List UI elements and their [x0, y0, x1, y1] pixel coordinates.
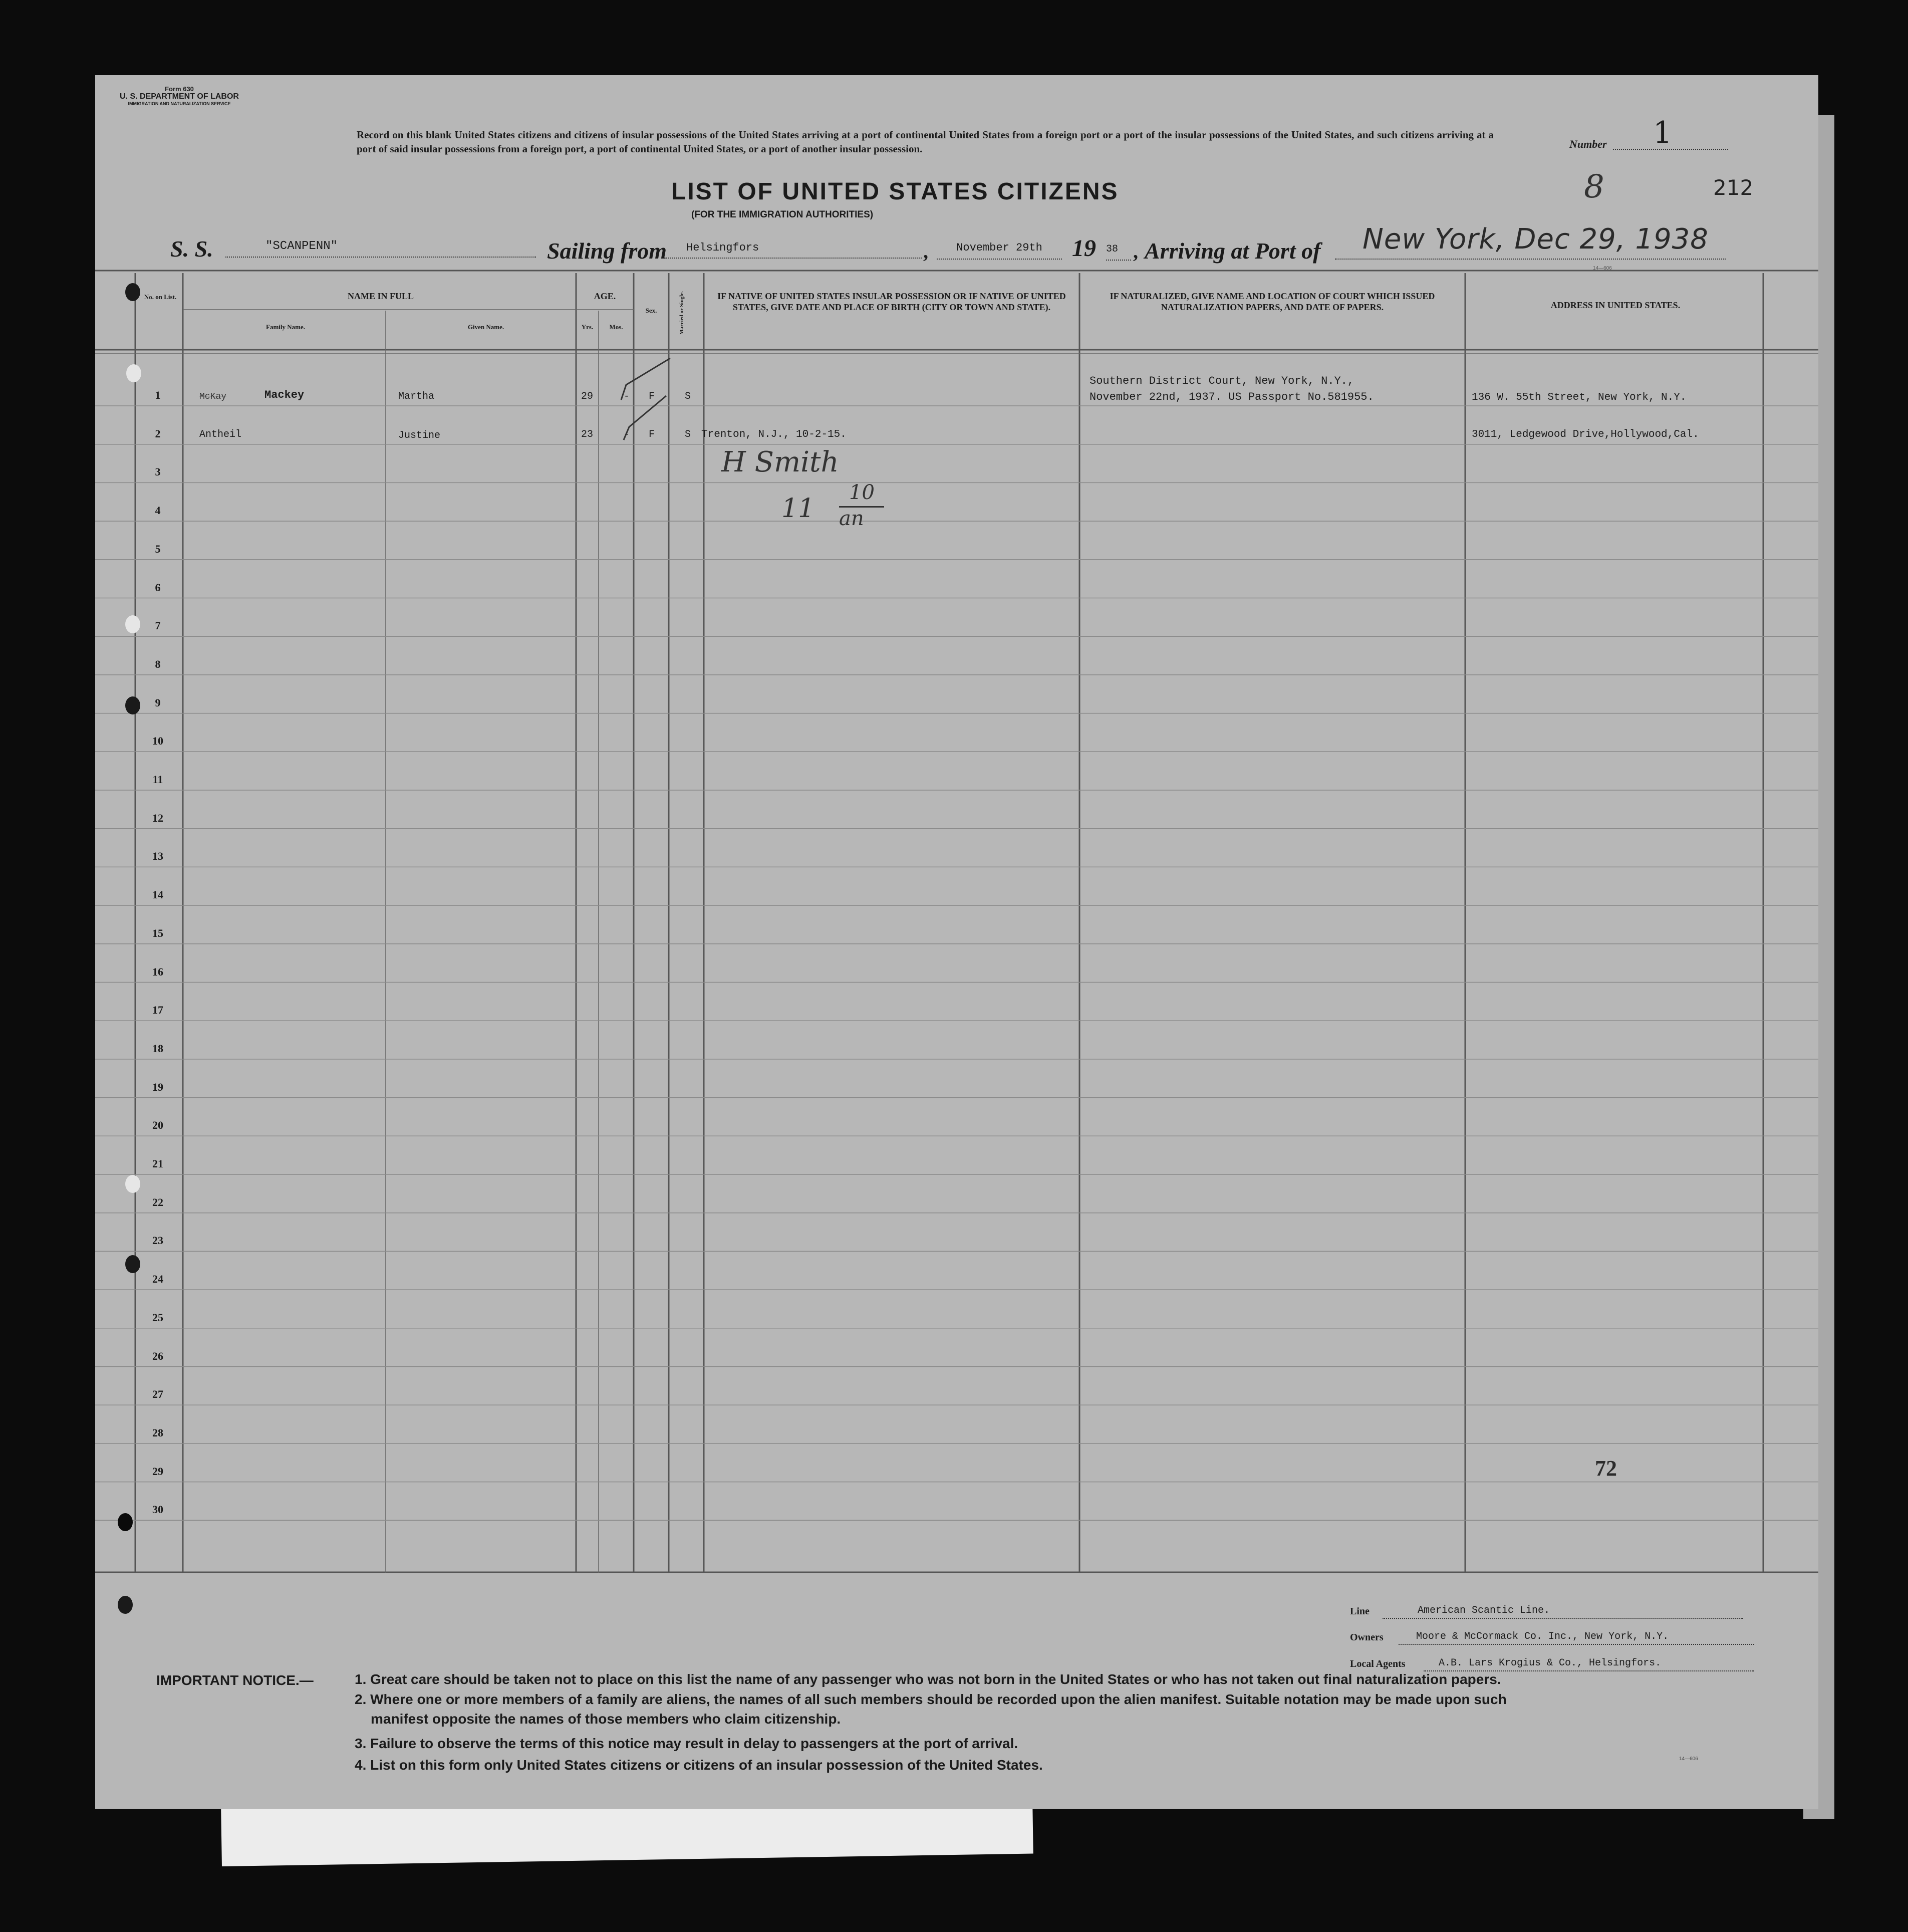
age-months: - — [624, 429, 630, 440]
col-mos-header: Mos. — [609, 323, 623, 331]
row-number: 12 — [152, 811, 163, 824]
owners-value: Moore & McCormack Co. Inc., New York, N.Y. — [1399, 1631, 1754, 1645]
row-number: 14 — [152, 888, 163, 901]
row-number: 2 — [155, 427, 161, 440]
agents-value: A.B. Lars Krogius & Co., Helsingfors. — [1424, 1657, 1754, 1671]
row-number: 29 — [152, 1465, 163, 1478]
col-family-header: Family Name. — [266, 323, 305, 331]
row-number: 5 — [155, 542, 161, 555]
line-value: American Scantic Line. — [1383, 1605, 1743, 1619]
row-number: 15 — [152, 926, 163, 939]
col-given-header: Given Name. — [467, 323, 504, 331]
notice-item-4: 4. List on this form only United States citizens or citizens of an insular possession of the United States. — [355, 1757, 1043, 1773]
sex: F — [649, 391, 655, 402]
handwritten-name: H Smith — [721, 446, 839, 478]
row-number: 13 — [152, 850, 163, 863]
row-number: 27 — [152, 1388, 163, 1401]
comma: , — [1133, 240, 1138, 263]
margin-mark: 8 — [1584, 168, 1604, 205]
family-name: Antheil — [199, 429, 242, 440]
col-yrs-header: Yrs. — [581, 323, 594, 331]
binder-hole — [125, 615, 140, 633]
notice-item-1: 1. Great care should be taken not to place on this list the name of any passenger who was not born in the United States or who has not taken out final naturalization papers. — [355, 1671, 1501, 1687]
year-prefix: 19 — [1072, 235, 1096, 262]
marital-status: S — [685, 429, 691, 440]
row-number: 24 — [152, 1273, 163, 1286]
row-number: 22 — [152, 1195, 163, 1209]
row-number: 18 — [152, 1042, 163, 1055]
handwritten-fraction-bottom: an — [839, 507, 864, 530]
page-subtitle: (FOR THE IMMIGRATION AUTHORITIES) — [691, 209, 874, 220]
sailing-from: Helsingfors — [666, 242, 922, 259]
instruction-text: Record on this blank United States citizens and citizens of insular possessions of the United States arriving at a port of continental United States from a foreign port or a port of the insular possessions of the United States, and such citizens arriving at a port of said insular possessions from a foreign port, a port of continental United States, or a port of another insular possession. — [357, 129, 1494, 155]
sex: F — [649, 429, 655, 440]
marital-status: S — [685, 391, 691, 402]
col-naturalized-header: IF NATURALIZED, GIVE NAME AND LOCATION OF COURT WHICH ISSUED NATURALIZATION PAPERS, AND DATE OF PAPERS. — [1110, 291, 1435, 312]
row-number: 28 — [152, 1426, 163, 1439]
row-number: 23 — [152, 1234, 163, 1247]
row-number: 19 — [152, 1080, 163, 1093]
sheet-number: 212 — [1713, 175, 1754, 200]
handwritten-number: 11 — [781, 494, 815, 524]
us-address: 3011, Ledgewood Drive,Hollywood,Cal. — [1472, 429, 1699, 440]
arriving-label: Arriving at Port of — [1145, 238, 1321, 264]
row-number: 6 — [155, 581, 161, 594]
age-years: 29 — [581, 391, 594, 402]
ss-label: S. S. — [170, 236, 213, 262]
comma: , — [923, 240, 928, 263]
department-name: U. S. DEPARTMENT OF LABOR — [120, 92, 239, 101]
row-number: 4 — [155, 504, 161, 517]
tick-mark-1 — [621, 358, 670, 400]
notice-heading: IMPORTANT NOTICE.— — [156, 1672, 314, 1688]
col-name-header: NAME IN FULL — [347, 291, 414, 301]
sailing-label: Sailing from — [547, 238, 667, 264]
row-number: 20 — [152, 1119, 163, 1132]
print-stamp: 14—606 — [1593, 266, 1612, 271]
row-number: 7 — [155, 619, 161, 632]
number-value: 1 — [1653, 115, 1673, 150]
ship-name: "SCANPENN" — [225, 239, 536, 258]
notice-item-2a: 2. Where one or more members of a family are aliens, the names of all such members should be recorded upon the alien manifest. Suitable notation may be made upon such — [355, 1692, 1507, 1707]
col-married-header: Married or Single. — [679, 291, 685, 335]
row-number: 3 — [155, 465, 161, 478]
owners-label: Owners — [1350, 1632, 1384, 1643]
binder-hole — [125, 1175, 140, 1193]
naturalization-date: November 22nd, 1937. US Passport No.581955. — [1089, 391, 1374, 403]
binder-hole — [118, 1596, 133, 1614]
row-number: 16 — [152, 965, 163, 978]
row-number: 1 — [155, 389, 161, 401]
row-number: 17 — [152, 1004, 163, 1017]
number-label: Number — [1569, 138, 1607, 150]
given-name: Justine — [398, 430, 441, 441]
row-number: 21 — [152, 1157, 163, 1170]
binder-hole — [126, 364, 141, 382]
page-note: 72 — [1595, 1456, 1617, 1481]
handwritten-fraction-top: 10 — [849, 481, 875, 504]
col-sex-header: Sex. — [645, 307, 657, 314]
year-suffix: 38 — [1106, 244, 1131, 261]
row-number: 11 — [152, 773, 163, 786]
binder-hole — [118, 1513, 133, 1531]
binder-hole — [125, 283, 140, 301]
col-native-header: IF NATIVE OF UNITED STATES INSULAR POSSESSION OR IF NATIVE OF UNITED STATES, GIVE DATE AND PLACE OF BIRTH (CITY OR TOWN AND STATE). — [717, 291, 1066, 312]
tick-mark-2 — [624, 396, 666, 440]
row-number: 30 — [152, 1503, 163, 1516]
notice-item-3: 3. Failure to observe the terms of this notice may result in delay to passengers at the port of arrival. — [355, 1736, 1018, 1751]
us-address: 136 W. 55th Street, New York, N.Y. — [1472, 392, 1687, 403]
sailing-date: November 29th — [937, 242, 1062, 260]
family-name: Mackey — [264, 389, 305, 401]
row-number: 8 — [155, 657, 161, 670]
service-name: IMMIGRATION AND NATURALIZATION SERVICE — [128, 101, 231, 106]
row-number: 9 — [155, 696, 161, 709]
form-code: 14—606 — [1679, 1756, 1698, 1762]
col-number-header: No. on List. — [144, 293, 177, 301]
form-number: Form 630 — [165, 85, 194, 93]
row-number: 25 — [152, 1311, 163, 1324]
row-number: 26 — [152, 1349, 163, 1362]
age-years: 23 — [581, 429, 594, 440]
col-address-header: ADDRESS IN UNITED STATES. — [1550, 300, 1681, 310]
given-name: Martha — [398, 391, 435, 402]
age-months: - — [624, 391, 630, 402]
naturalization-court: Southern District Court, New York, N.Y., — [1089, 375, 1354, 387]
col-age-header: AGE. — [594, 291, 616, 301]
birth-place-date: Trenton, N.J., 10-2-15. — [701, 429, 847, 440]
notice-item-2b: manifest opposite the names of those members who claim citizenship. — [371, 1711, 841, 1727]
line-label: Line — [1350, 1606, 1370, 1617]
crossed-out-name: McKay — [199, 392, 227, 402]
page-title: LIST OF UNITED STATES CITIZENS — [671, 178, 1119, 205]
binder-hole — [125, 696, 140, 714]
binder-hole — [125, 1255, 140, 1273]
row-number: 10 — [152, 735, 163, 748]
agents-label: Local Agents — [1350, 1658, 1406, 1669]
arrival-port-date: New York, Dec 29, 1938 — [1362, 223, 1709, 256]
